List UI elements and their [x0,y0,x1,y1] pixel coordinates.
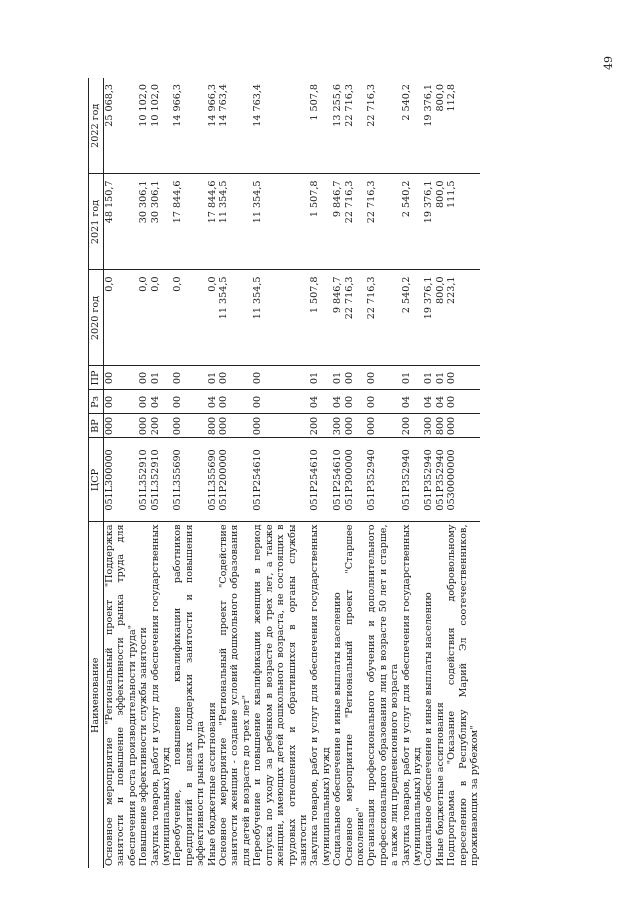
table-row [172,78,206,868]
cell-pr: 00 [366,366,400,390]
cell-2022: 14 763,4 [252,78,309,174]
cell-rz: 00 [344,390,367,414]
cell-name: Закупка товаров, работ и услуг для обеспечения государственных (муниципальных) нужд [309,524,332,866]
cell-pr: 00 [252,366,309,390]
cell-2022: 2 540,2 [401,78,424,174]
cell-pr: 00 [138,366,149,390]
cell-pr: 01 [435,366,446,390]
cell-csr: 051L352910 [138,438,149,522]
cell-vr: 000 [446,414,480,438]
cell-csr: 051P352940 [423,438,434,522]
cell-csr: 051P254610 [332,438,343,522]
cell-rz: 00 [446,390,480,414]
cell-2021: 30 306,1 [150,174,173,270]
cell-rz: 04 [332,390,343,414]
table-row [218,78,252,868]
cell-2021: 2 540,2 [401,174,424,270]
cell-csr: 051P352940 [435,438,446,522]
cell-2022: 112,8 [446,78,480,174]
cell-rz: 04 [150,390,173,414]
cell-name: Основное мероприятие "Региональный проект "Поддержка занятости и повышение эффективности рынка труда для обеспечения роста производительности труда" [104,524,138,866]
cell-2020: 2 540,2 [401,270,424,366]
cell-2021: 22 716,3 [344,174,367,270]
cell-2020: 0,0 [207,270,218,366]
cell-vr: 300 [423,414,434,438]
cell-2020: 19 376,1 [423,270,434,366]
cell-2022: 1 507,8 [309,78,332,174]
cell-2020: 9 846,7 [332,270,343,366]
cell-2021: 800,0 [435,174,446,270]
cell-name: Закупка товаров, работ и услуг для обеспечения государственных (муниципальных) нужд [149,524,173,866]
cell-2021: 111,5 [446,174,480,270]
budget-table-container [88,78,618,868]
cell-pr: 01 [401,366,424,390]
budget-table [88,78,480,868]
cell-vr: 000 [344,414,367,438]
cell-pr: 01 [207,366,218,390]
cell-vr: 000 [218,414,252,438]
cell-vr: 000 [138,414,149,438]
cell-2020: 223,1 [446,270,480,366]
cell-rz: 00 [138,390,149,414]
cell-name: Иные бюджетные ассигнования [206,702,218,866]
table-row [366,78,400,868]
cell-name: Повышение эффективности службы занятости [138,627,150,866]
cell-2020: 11 354,5 [252,270,309,366]
cell-csr: 0530000000 [446,438,480,522]
cell-2022: 13 255,6 [332,78,343,174]
cell-2021: 17 844,6 [172,174,206,270]
table-row [435,78,446,868]
cell-rz: 04 [435,390,446,414]
header-rz: Рз [89,390,104,414]
cell-2020: 800,0 [435,270,446,366]
cell-pr: 00 [218,366,252,390]
cell-vr: 200 [150,414,173,438]
cell-vr: 300 [332,414,343,438]
cell-pr: 00 [344,366,367,390]
cell-csr: 051L355690 [207,438,218,522]
cell-vr: 800 [207,414,218,438]
table-row [344,78,367,868]
table-body [104,78,481,868]
cell-rz: 04 [309,390,332,414]
cell-vr: 000 [172,414,206,438]
cell-2020: 0,0 [138,270,149,366]
cell-2021: 11 354,5 [218,174,252,270]
cell-name: Организация профессионального обучения и дополнительного профессионального образования лиц в возрасте 50 лет и старше, а также лиц предпенсионного возраста [366,524,401,866]
cell-2022: 14 966,3 [207,78,218,174]
cell-pr: 01 [423,366,434,390]
cell-2021: 48 150,7 [104,174,139,270]
cell-name: Переобучение, повышение квалификации работников предприятий в целях поддержки занятости и повышения эффективности рынка труда [172,524,207,866]
cell-rz: 00 [366,390,400,414]
cell-pr: 01 [150,366,173,390]
cell-csr: 051P352940 [401,438,424,522]
cell-2022: 22 716,3 [366,78,400,174]
cell-2021: 30 306,1 [138,174,149,270]
table-row [252,78,309,868]
cell-2022: 14 763,4 [218,78,252,174]
cell-csr: 051P200000 [218,438,252,522]
cell-2022: 22 716,3 [344,78,367,174]
cell-vr: 000 [252,414,309,438]
table-row [207,78,218,868]
header-csr: ЦСР [89,438,104,522]
cell-2020: 22 716,3 [344,270,367,366]
cell-2022: 800,0 [435,78,446,174]
cell-2022: 19 376,1 [423,78,434,174]
cell-vr: 200 [401,414,424,438]
cell-rz: 00 [172,390,206,414]
table-row [401,78,424,868]
cell-csr: 051L352910 [150,438,173,522]
header-pr: ПР [89,366,104,390]
cell-name: Основное мероприятие "Региональный проект "Содействие занятости женщин - создание условий дошкольного образования для детей в возрасте до трех лет" [218,524,252,866]
cell-pr: 00 [172,366,206,390]
cell-2021: 22 716,3 [366,174,400,270]
cell-pr: 01 [332,366,343,390]
header-vr: ВР [89,414,104,438]
cell-rz: 04 [401,390,424,414]
table-row [332,78,343,868]
cell-vr: 000 [366,414,400,438]
cell-rz: 00 [104,390,139,414]
cell-2020: 0,0 [150,270,173,366]
cell-2021: 19 376,1 [423,174,434,270]
table-header [89,78,104,868]
cell-csr: 051L355690 [172,438,206,522]
cell-pr: 00 [446,366,480,390]
cell-name: Переобучение и повышение квалификации женщин в период отпуска по уходу за ребенком в возрасте до трех лет, а также женщин, имеющих детей дошкольного возраста, не состоящих в трудовых отношениях и обратившихся в органы службы занятости [252,524,309,866]
cell-rz: 04 [207,390,218,414]
cell-name: Закупка товаров, работ и услуг для обеспечения государственных (муниципальных) нужд [400,524,423,866]
cell-csr: 051P254610 [309,438,332,522]
header-name: Наименование [89,522,104,868]
page-number: 49 [602,56,615,70]
cell-2020: 22 716,3 [366,270,400,366]
cell-2022: 10 102,0 [150,78,173,174]
cell-name: Социальное обеспечение и иные выплаты населению [423,592,435,866]
header-2020: 2020 год [89,270,104,366]
cell-vr: 200 [309,414,332,438]
cell-2022: 25 068,3 [104,78,139,174]
table-row [423,78,434,868]
cell-rz: 00 [252,390,309,414]
cell-2021: 17 844,6 [207,174,218,270]
cell-name: Основное мероприятие "Региональный проект "Старшее поколение" [343,524,366,866]
cell-csr: 051P300000 [344,438,367,522]
cell-2020: 0,0 [104,270,139,366]
cell-2020: 11 354,5 [218,270,252,366]
cell-name: Социальное обеспечение и иные выплаты населению [332,592,344,866]
cell-csr: 051P352940 [366,438,400,522]
cell-2020: 0,0 [172,270,206,366]
cell-2021: 9 846,7 [332,174,343,270]
cell-pr: 00 [104,366,139,390]
table-row [446,78,480,868]
table-row [138,78,149,868]
cell-2022: 10 102,0 [138,78,149,174]
cell-rz: 04 [423,390,434,414]
cell-name: Подпрограмма "Оказание содействия добровольному переселению в Республику Марий Эл соотечественников, проживающих за рубежом" [446,524,480,866]
cell-2021: 11 354,5 [252,174,309,270]
cell-csr: 051L300000 [104,438,139,522]
header-2022: 2022 год [89,78,104,174]
table-row [104,78,139,868]
cell-csr: 051P254610 [252,438,309,522]
cell-vr: 000 [104,414,139,438]
cell-2020: 1 507,8 [309,270,332,366]
cell-name: Иные бюджетные ассигнования [434,702,446,866]
cell-2021: 1 507,8 [309,174,332,270]
header-2021: 2021 год [89,174,104,270]
cell-2022: 14 966,3 [172,78,206,174]
cell-rz: 00 [218,390,252,414]
cell-pr: 01 [309,366,332,390]
table-row [309,78,332,868]
cell-vr: 800 [435,414,446,438]
table-row [150,78,173,868]
